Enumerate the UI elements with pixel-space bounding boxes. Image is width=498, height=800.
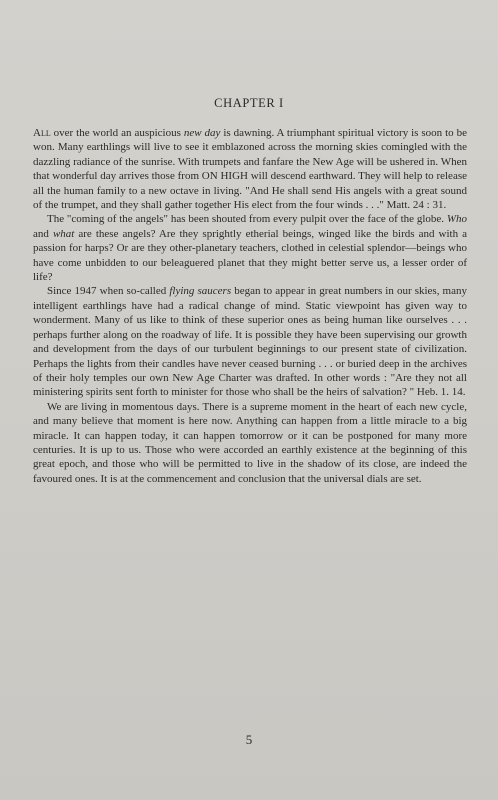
chapter-heading: CHAPTER I bbox=[214, 96, 284, 110]
emphasis: what bbox=[52, 227, 75, 240]
text-run: and bbox=[33, 227, 53, 240]
emphasis: new day bbox=[183, 127, 221, 139]
paragraph-3 bbox=[33, 284, 467, 399]
text-run: The "coming of the angels" has been shouted from every pulpit over the face of the globe. bbox=[47, 213, 447, 226]
text-run: is dawning. A triumphant spiritual victory is soon to be won. Many earthlings will live to see it emblazoned across the morning skies comingled with the dazzling radiance of the sunrise. With trumpets and fanfare the New Age will be ushered in. When that wonderful day arrives those from ON HIGH will descend earthward. They will help to release all the human family to a new octave in living. "And He shall send His angels with a great sound of the trumpet, and they shall gather together His elect from the four winds . . ." Matt. 24 : 31. bbox=[33, 127, 468, 212]
emphasis: Who bbox=[446, 213, 467, 226]
text-run: are these angels? Are they sprightly etherial beings, winged like the birds and with a passion for harps? Or are they other-planetary teachers, clothed in celestial splendor—beings who have come unbidden to our beleaguered planet that they might better serve us, a lesser order of life? bbox=[33, 227, 468, 284]
body-text bbox=[33, 126, 467, 486]
text-run: over the world an auspicious bbox=[50, 127, 184, 139]
paragraph-2 bbox=[33, 212, 467, 284]
page-number: 5 bbox=[245, 732, 253, 747]
text-run: began to appear in great numbers in our skies, many intelligent earthlings have had a radical change of mind. Static viewpoint has given way to wonderment. Many of us like to think of these superior ones as being human like ourselves . . . perhaps further along on the roadway of life. It is possible they have been supervising our growth and development from the days of our turbulent beginnings to our present state of civilization. Perhaps the lights from their candles have never ceased burning . . . or buried deep in the archives of their holy temples our own New Age Charter was drafted. In other words : "Are they not all ministering spirits sent forth to minister for those who shall be the heirs of salvation? " Heb. 1. 14. bbox=[33, 285, 467, 399]
text-run: We are living in momentous days. There is a supreme moment in the heart of each new cycle, and many believe that moment is here now. Anything can happen from a little miracle to a big miracle. It can happen today, it can happen tomorrow or it can be postponed for many more centuries. It is up to us. Those who were accorded an earthly existence at the beginning of this great epoch, and those who will be permitted to live in the shadow of its close, are indeed the favoured ones. It is at the commencement and conclusion that the universal dials are set. bbox=[33, 400, 467, 485]
paragraph-4 bbox=[33, 400, 467, 486]
paragraph-1 bbox=[33, 126, 467, 212]
emphasis: flying saucers bbox=[169, 285, 232, 298]
drop-small-caps: All bbox=[33, 127, 51, 139]
text-run: Since 1947 when so-called bbox=[47, 285, 170, 298]
